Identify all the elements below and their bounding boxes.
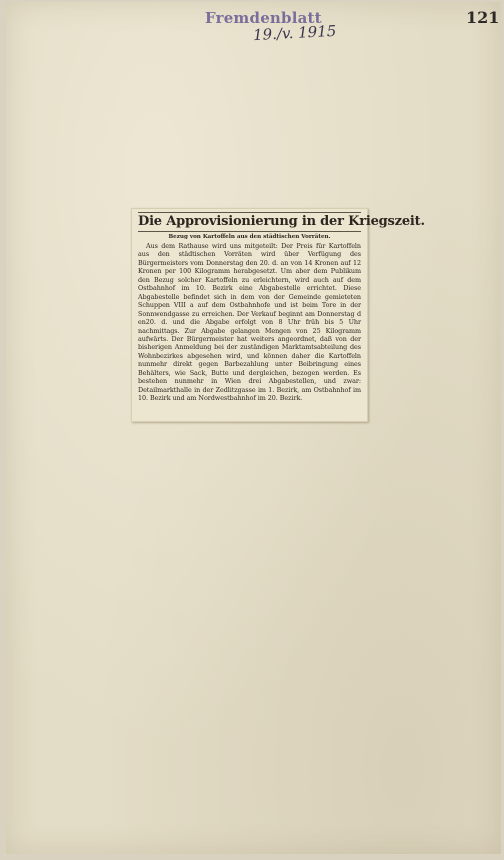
clipping-title: Die Approvisionierung in der Kriegszeit. [138, 212, 361, 232]
newspaper-stamp: Fremdenblatt [205, 9, 322, 27]
newspaper-clipping [131, 208, 425, 422]
clipping-subtitle: Bezug von Kartoffeln aus den städtischen Vorräten. [168, 234, 331, 240]
archive-page [6, 2, 501, 854]
page-number: 121 [466, 8, 500, 27]
handwritten-date: 19./v. 1915 [252, 21, 337, 45]
clipping-body: Aus dem Rathause wird uns mitgeteilt: Der Preis für Kartoffeln aus den städtischen Vorräten wird über Verfügung des Bürgermeisters vom Donnerstag den 20. d. an von 14 Kronen auf 12 Kronen per 100 Kilogramm herabgesetzt. Um aber dem Publikum den Bezug solcher Kartoffeln zu erleichtern, wird auch auf dem Ostbahnhof im 10. Bezirk eine Abgabestelle errichtet. Diese Abgabestelle befindet sich in dem von der Gemeinde gemieteten Schuppen VIII a auf dem Ostbahnhofe und ist beim Tore in der Sonnwendgasse zu erreichen. Der Verkauf beginnt am Donnerstag d en20. d. und die Abgabe erfolgt von 8 Uhr früh bis 5 Uhr nachmittags. Zur Abgabe gelangen Mengen von 25 Kilogramm aufwärts. Der Bürgermeister hat weiters angeordnet, daß von der bisherigen Anmeldung bei der zuständigen Marktamtsabteilung des Wohnbezirkes abgesehen wird, und können daher die Kartoffeln nunmehr direkt gegen Barbezahlung unter Beibringung eines Behälters, wie Sack, Butte und dergleichen, bezogen werden. Es bestehen nunmehr in Wien drei Abgabestellen, und zwar: Detailmarkthalle in der Zedlitzgasse im 1. Bezirk, am Ostbahnhof im 10. Bezirk und am Nordwestbahnhof im 20. Bezirk. [138, 242, 361, 403]
